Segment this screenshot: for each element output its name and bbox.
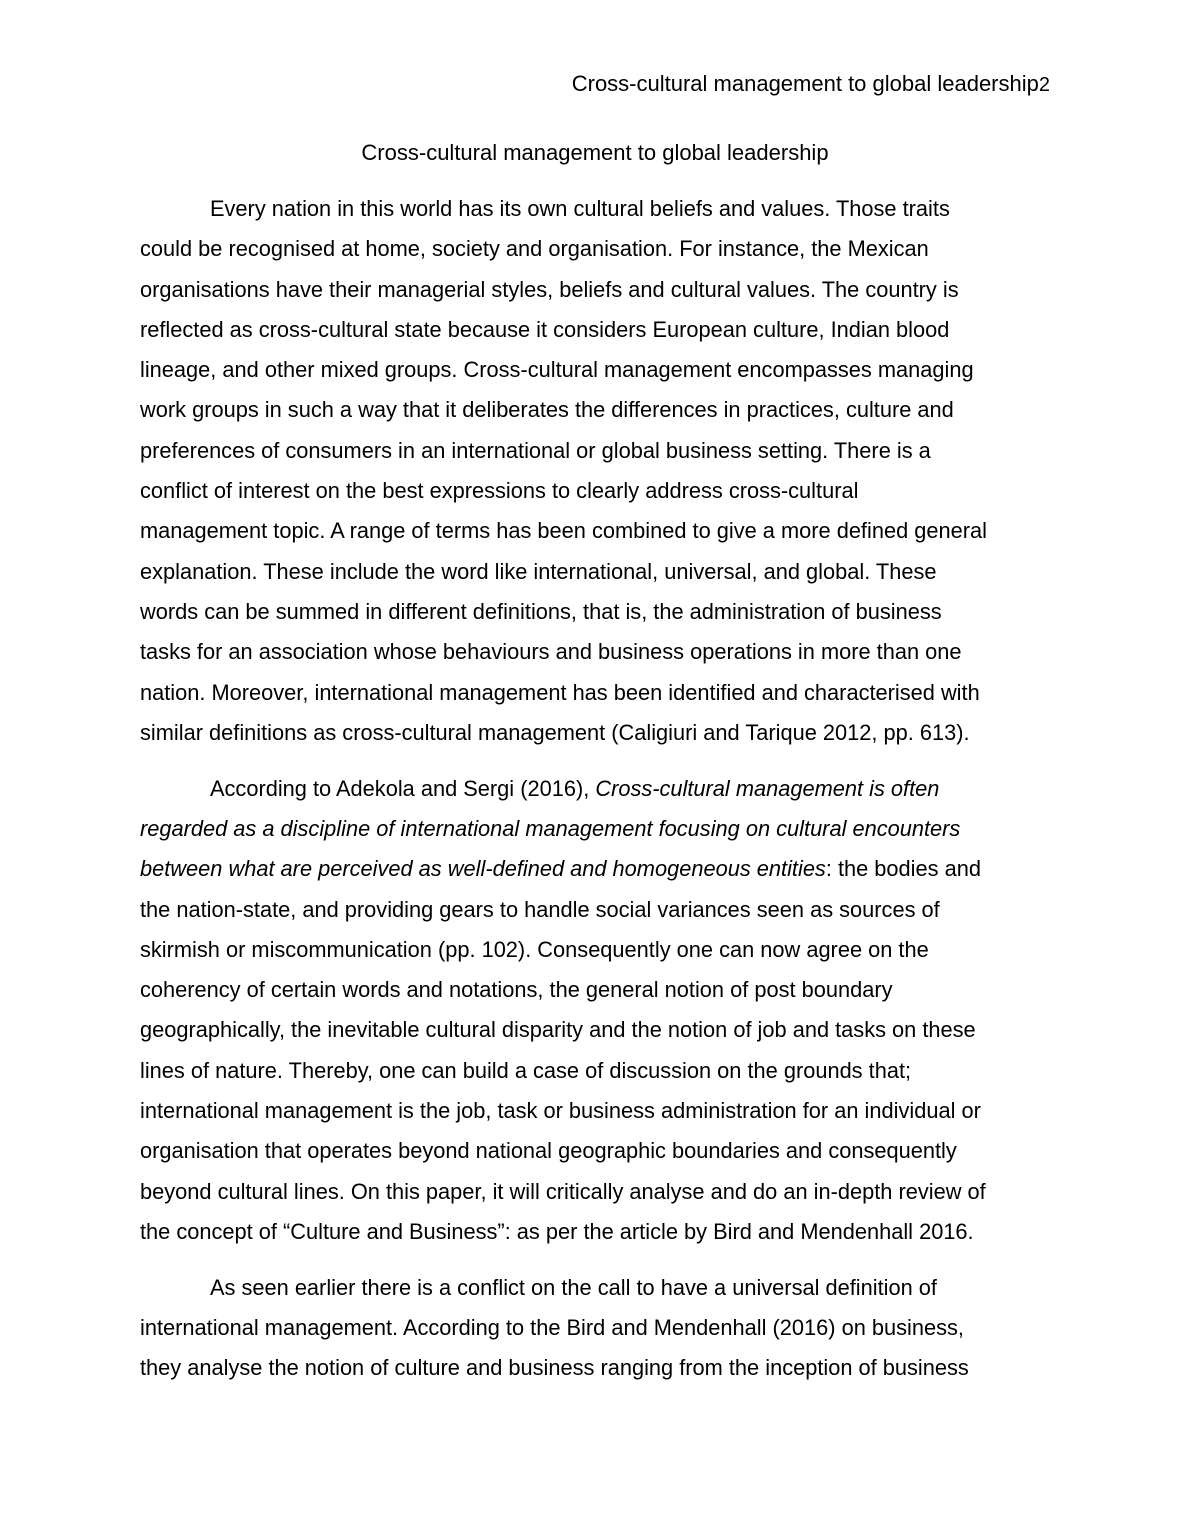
quoted-definition: regarded as a discipline of international management focusing on cultural encounters <box>140 815 961 841</box>
document-title: Cross-cultural management to global leadership <box>361 140 829 165</box>
text-line <box>140 809 1052 849</box>
text-line: skirmish or miscommunication (pp. 102). Consequently one can now agree on the <box>140 936 929 962</box>
quoted-definition: Cross-cultural management is often <box>595 775 940 801</box>
text-line: preferences of consumers in an international or global business setting. There is a <box>140 437 931 463</box>
text-line: work groups in such a way that it deliberates the differences in practices, culture and <box>140 397 954 423</box>
running-header <box>572 70 1050 99</box>
text-line <box>140 849 1052 889</box>
paragraph-1 <box>140 189 1052 753</box>
text-line: coherency of certain words and notations, the general notion of post boundary <box>140 977 893 1003</box>
text-line: they analyse the notion of culture and business ranging from the inception of business <box>140 1355 969 1381</box>
citation-lead-in: According to Adekola and Sergi (2016), <box>210 775 596 801</box>
text-continuation: : the bodies and <box>825 856 981 882</box>
text-line: the nation-state, and providing gears to handle social variances seen as sources of <box>140 896 940 922</box>
text-line: Every nation in this world has its own cultural beliefs and values. Those traits <box>210 196 950 221</box>
text-line: similar definitions as cross-cultural management (Caligiuri and Tarique 2012, pp. 613). <box>140 719 970 745</box>
document-body <box>140 189 1052 1404</box>
text-line: nation. Moreover, international management has been identified and characterised with <box>140 679 980 705</box>
text-line: conflict of interest on the best expressions to clearly address cross-cultural <box>140 478 859 504</box>
text-line: management topic. A range of terms has been combined to give a more defined general <box>140 518 987 544</box>
text-line: explanation. These include the word like international, universal, and global. These <box>140 558 937 584</box>
text-line: geographically, the inevitable cultural disparity and the notion of job and tasks on these <box>140 1017 976 1043</box>
paragraph-2 <box>140 769 1052 1253</box>
text-line: organisation that operates beyond national geographic boundaries and consequently <box>140 1138 957 1164</box>
text-line: international management is the job, task or business administration for an individual or <box>140 1098 981 1124</box>
page-number: 2 <box>1038 74 1050 96</box>
running-header-title: Cross-cultural management to global leadership <box>571 71 1039 96</box>
paragraph-3 <box>140 1268 1052 1389</box>
text-line: As seen earlier there is a conflict on the call to have a universal definition of <box>210 1274 937 1300</box>
text-line: reflected as cross-cultural state because it considers European culture, Indian blood <box>140 316 950 342</box>
text-line: organisations have their managerial styles, beliefs and cultural values. The country is <box>140 276 959 302</box>
text-line: beyond cultural lines. On this paper, it will critically analyse and do an in-depth review of <box>140 1178 986 1204</box>
text-line <box>140 769 1052 809</box>
text-line: the concept of “Culture and Business”: as per the article by Bird and Mendenhall 2016. <box>140 1218 974 1244</box>
text-line: words can be summed in different definitions, that is, the administration of business <box>140 598 942 624</box>
text-line: international management. According to the Bird and Mendenhall (2016) on business, <box>140 1315 964 1341</box>
text-line: tasks for an association whose behaviours and business operations in more than one <box>140 639 962 665</box>
quoted-definition: between what are perceived as well-defined and homogeneous entities <box>140 856 826 882</box>
text-line: lineage, and other mixed groups. Cross-cultural management encompasses managing <box>140 357 974 383</box>
text-line: lines of nature. Thereby, one can build a case of discussion on the grounds that; <box>140 1057 912 1083</box>
text-line: could be recognised at home, society and organisation. For instance, the Mexican <box>140 236 929 262</box>
